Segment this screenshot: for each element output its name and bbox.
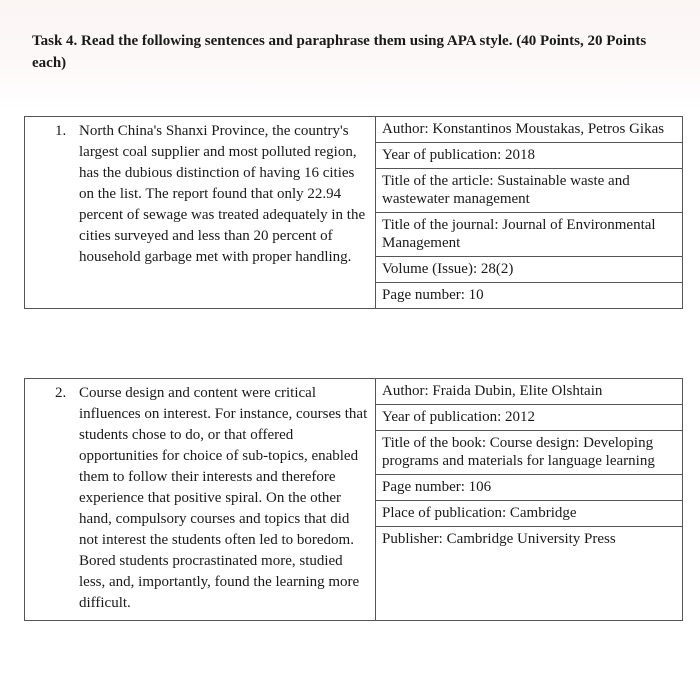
metadata-cell-2 (376, 379, 683, 621)
metadata-cell-1 (376, 117, 683, 309)
meta-volume: Volume (Issue): 28(2) (376, 257, 682, 283)
meta-publisher: Publisher: Cambridge University Press (382, 531, 616, 547)
meta-page: Page number: 10 (382, 287, 484, 303)
meta-journal-title: Title of the journal: Journal of Environmental Management (376, 213, 682, 257)
sentence-cell-1 (25, 117, 376, 309)
sentence-cell-2 (25, 379, 376, 621)
meta-author: Author: Konstantinos Moustakas, Petros Gikas (376, 117, 682, 143)
meta-article-title: Title of the article: Sustainable waste and wastewater management (376, 169, 682, 213)
task-table-1 (24, 116, 683, 309)
meta-page: Page number: 106 (376, 475, 682, 501)
item-number: 1. (55, 123, 67, 139)
meta-author: Author: Fraida Dubin, Elite Olshtain (376, 379, 682, 405)
task-table-2 (24, 378, 683, 621)
task-heading: Task 4. Read the following sentences and paraphrase them using APA style. (40 Points, 20 Points each) (32, 33, 647, 71)
sentence-text: Course design and content were critical influences on interest. For instance, courses that students chose to do, or that offered opportunities for choice of sub-topics, enabled them to follow their interests and therefore experience that positive spiral. On the other hand, compulsory courses and topics that did not interest the students often led to boredom. Bored students procrastinated more, studied less, and, importantly, found the learning more difficult. (79, 385, 368, 611)
sentence-text: North China's Shanxi Province, the country's largest coal supplier and most polluted region, has the dubious distinction of having 16 cities on the list. The report found that only 22.94 percent of sewage was treated adequately in the cities surveyed and less than 20 percent of household garbage met with proper handling. (79, 123, 366, 265)
meta-book-title: Title of the book: Course design: Developing programs and materials for language learning (376, 431, 682, 475)
meta-place: Place of publication: Cambridge (376, 501, 682, 527)
meta-year: Year of publication: 2018 (376, 143, 682, 169)
meta-year: Year of publication: 2012 (376, 405, 682, 431)
item-number: 2. (55, 385, 67, 401)
